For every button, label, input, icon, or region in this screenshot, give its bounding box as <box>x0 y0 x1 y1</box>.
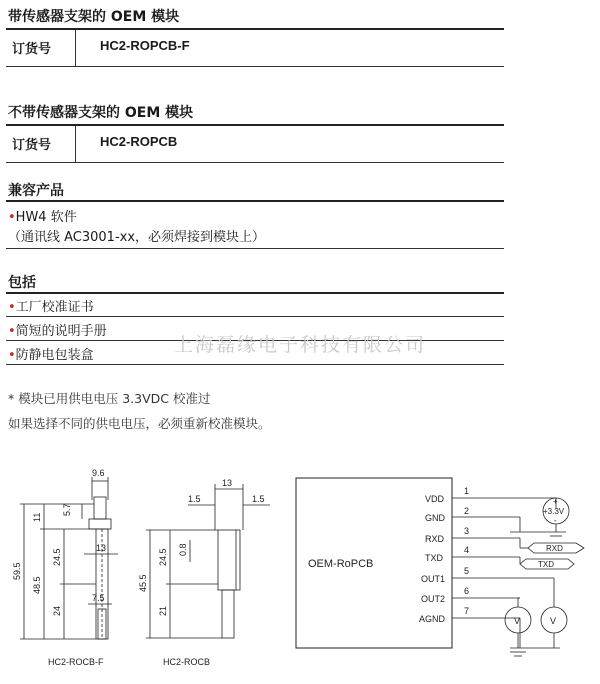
dim-label: 24.5 <box>52 548 62 566</box>
bullet-icon: • <box>8 300 16 315</box>
pin-number: 2 <box>464 506 470 516</box>
dim-label: 13 <box>222 478 233 488</box>
pin-number: 3 <box>464 526 470 536</box>
pin-number: 1 <box>464 486 470 496</box>
order-number: HC2-ROPCB <box>100 134 178 149</box>
order-label: 订货号 <box>12 42 52 57</box>
rxd-tag: RXD <box>546 544 563 553</box>
minus-sign: - <box>554 516 557 525</box>
list-item-note: （通讯线 AC3001-xx，必须焊接到模块上） <box>8 230 266 245</box>
module-name: OEM-RoPCB <box>308 558 374 570</box>
pin-name: TXD <box>425 553 443 563</box>
plus-sign: + <box>553 497 558 506</box>
voltmeter-label: V <box>514 616 521 626</box>
drawing-caption: HC2-ROCB-F <box>48 657 104 667</box>
pin-name: RXD <box>425 534 445 544</box>
bullet-icon: • <box>8 324 16 339</box>
watermark: 上海磊缘电子科技有限公司 <box>174 334 427 356</box>
pin-name: AGND <box>419 614 446 624</box>
dim-label: 24.5 <box>158 548 168 566</box>
voltmeter-label: V <box>550 616 557 626</box>
section-title-without-bracket: 不带传感器支架的 OEM 模块 <box>8 105 194 121</box>
supply-label: +3.3V <box>543 507 565 516</box>
drawing-hc2-rocb-f <box>20 477 118 639</box>
dim-label: 59.5 <box>12 562 22 580</box>
bullet-icon: • <box>8 210 16 225</box>
pin-name: OUT1 <box>421 574 446 584</box>
section-title-with-bracket: 带传感器支架的 OEM 模块 <box>8 9 180 25</box>
pin-number: 4 <box>464 545 470 555</box>
pin-number: 5 <box>464 566 470 576</box>
list-item-label: 简短的说明手册 <box>15 324 107 339</box>
pin-number: 6 <box>464 586 470 596</box>
order-label: 订货号 <box>12 138 52 153</box>
dim-label: 9.6 <box>92 468 105 478</box>
pin-name: VDD <box>425 494 445 504</box>
dim-label: 0.8 <box>178 543 188 556</box>
dim-label: 11 <box>32 512 42 522</box>
footnote: 如果选择不同的供电电压，必须重新校准模块。 <box>8 416 271 431</box>
dim-label: 5.7 <box>62 503 72 516</box>
dim-label: 13 <box>96 543 107 553</box>
drawing-caption: HC2-ROCB <box>163 657 211 667</box>
includes-title: 包括 <box>8 275 36 291</box>
dim-label: 48.5 <box>32 576 42 594</box>
dim-label: 45.5 <box>138 574 148 592</box>
txd-tag: TXD <box>538 560 554 569</box>
footnote: * 模块已用供电电压 3.3VDC 校准过 <box>8 391 211 406</box>
dim-label: 24 <box>52 605 62 616</box>
pin-name: OUT2 <box>421 594 446 604</box>
dim-label: 1.5 <box>252 494 265 504</box>
bullet-icon: • <box>8 348 16 363</box>
dim-label: 7.5 <box>92 593 105 603</box>
list-item-label: HW4 软件 <box>15 210 77 225</box>
order-number: HC2-ROPCB-F <box>100 38 190 53</box>
pin-name: GND <box>425 513 445 523</box>
pin-number: 7 <box>464 606 470 616</box>
list-item-label: 工厂校准证书 <box>15 300 94 315</box>
dim-label: 1.5 <box>188 494 201 504</box>
list-item-label: 防静电包装盒 <box>15 348 94 363</box>
dim-label: 21 <box>158 605 168 616</box>
compatible-title: 兼容产品 <box>8 183 64 199</box>
